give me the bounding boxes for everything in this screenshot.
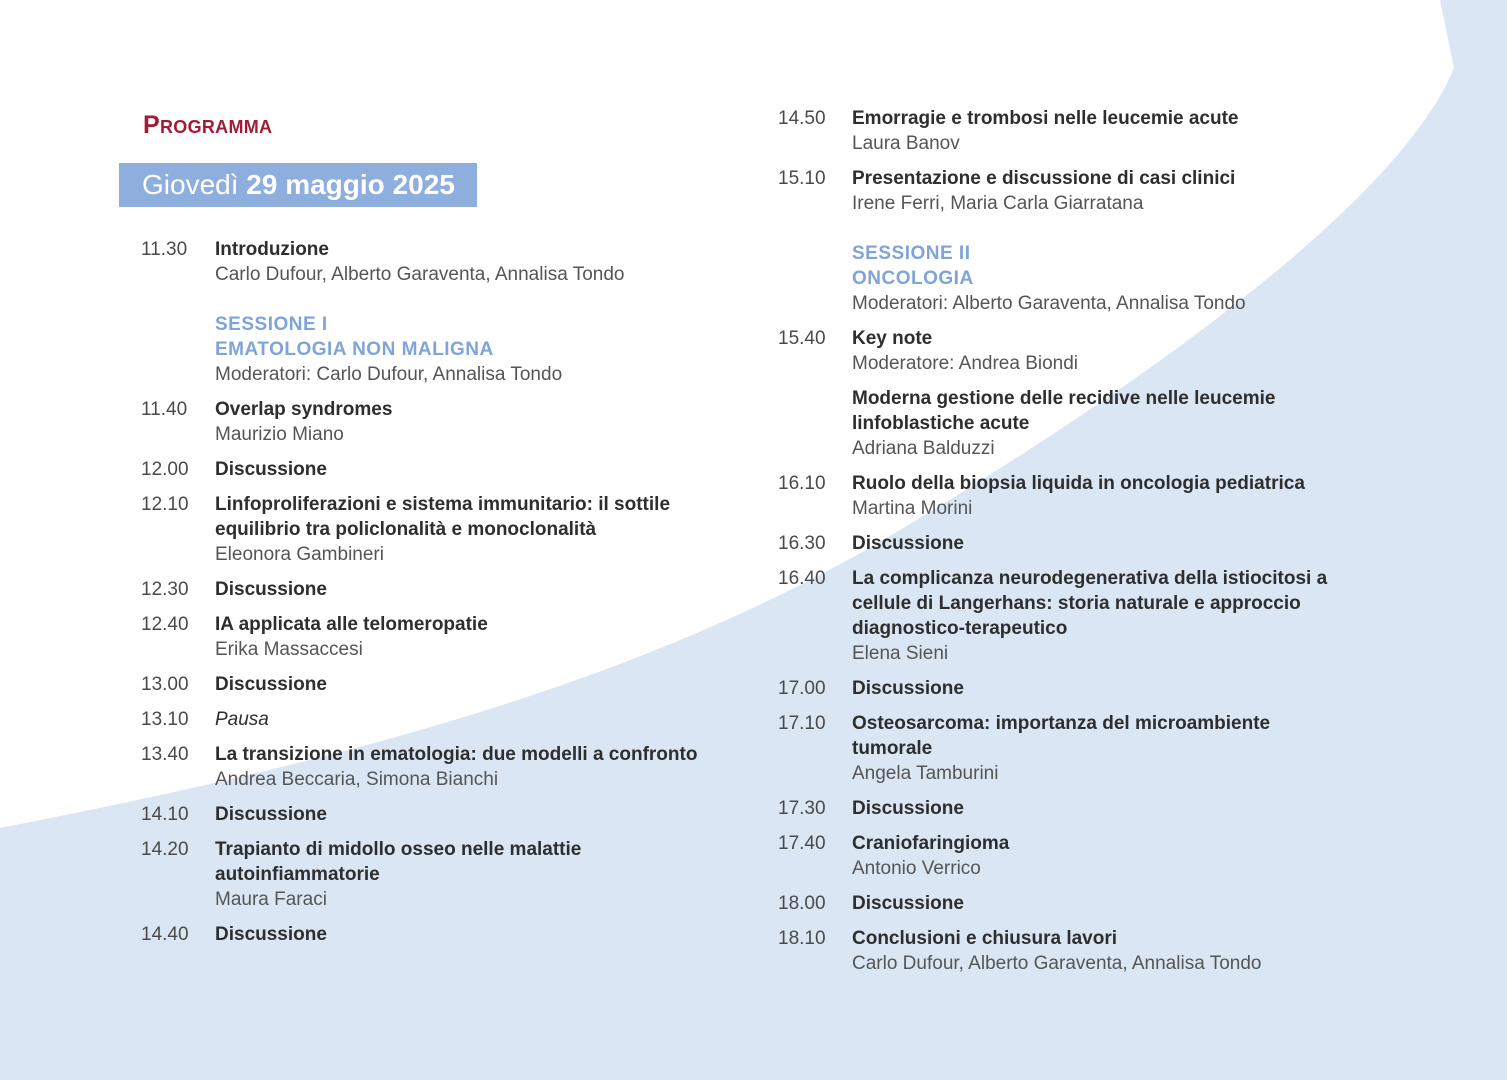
entry-title: La complicanza neurodegenerativa della istiocitosi a cellule di Langerhans: storia naturale e approccio diagnostico-terapeutico [852, 568, 1328, 639]
program-entry [141, 742, 741, 792]
entry-speaker: Laura Banov [852, 133, 960, 154]
program-entry [778, 676, 1388, 701]
entry-speaker: Adriana Balduzzi [852, 438, 995, 459]
entry-speaker: Irene Ferri, Maria Carla Giarratana [852, 193, 1144, 214]
date-weekday: Giovedì [142, 169, 239, 200]
entry-time: 15.40 [778, 328, 826, 349]
entry-time: 18.10 [778, 928, 826, 949]
page-heading: Programma [143, 111, 273, 139]
entry-title: Discussione [215, 674, 327, 695]
session-header [141, 312, 741, 387]
program-entry [778, 166, 1388, 216]
entry-time: 12.10 [141, 494, 189, 515]
entry-time: 12.00 [141, 459, 189, 480]
entry-title: Trapianto di midollo osseo nelle malattie autoinfiammatorie [215, 839, 582, 885]
program-entry [141, 672, 741, 697]
entry-time: 14.20 [141, 839, 189, 860]
entry-time: 14.50 [778, 108, 826, 129]
program-entry [141, 457, 741, 482]
entry-time: 14.10 [141, 804, 189, 825]
entry-title: Presentazione e discussione di casi clinici [852, 168, 1236, 189]
entry-title: Discussione [215, 459, 327, 480]
entry-speaker: Antonio Verrico [852, 858, 981, 879]
entry-speaker: Angela Tamburini [852, 763, 999, 784]
program-entry [778, 471, 1388, 521]
program-entry [778, 531, 1388, 556]
entry-time: 17.40 [778, 833, 826, 854]
entry-speaker: Moderatore: Andrea Biondi [852, 353, 1079, 374]
entry-time: 16.10 [778, 473, 826, 494]
date-band [119, 163, 477, 207]
entry-speaker: Carlo Dufour, Alberto Garaventa, Annalisa Tondo [215, 264, 625, 285]
program-entry [141, 837, 741, 912]
entry-title: Discussione [852, 798, 964, 819]
entry-time: 11.40 [141, 399, 188, 420]
program-entry [778, 831, 1388, 881]
program-entry [778, 891, 1388, 916]
entry-time: 16.30 [778, 533, 826, 554]
program-entry [778, 386, 1388, 461]
entry-time: 17.10 [778, 713, 826, 734]
entry-time: 13.00 [141, 674, 189, 695]
entry-title: Discussione [215, 579, 327, 600]
entry-speaker: Maurizio Miano [215, 424, 344, 445]
entry-title: Overlap syndromes [215, 399, 393, 420]
program-entry [141, 707, 741, 732]
program-entry [141, 492, 741, 567]
entry-time: 17.00 [778, 678, 826, 699]
entry-speaker: Eleonora Gambineri [215, 544, 384, 565]
date-day: 29 maggio 2025 [246, 169, 455, 200]
entry-title: La transizione in ematologia: due modelli a confronto [215, 744, 698, 765]
session-moderators: Moderatori: Carlo Dufour, Annalisa Tondo [215, 364, 563, 385]
entry-title: Conclusioni e chiusura lavori [852, 928, 1118, 949]
entry-time: 15.10 [778, 168, 826, 189]
program-entry [778, 566, 1388, 666]
entry-speaker: Erika Massaccesi [215, 639, 363, 660]
program-entry [141, 922, 741, 947]
entry-speaker: Elena Sieni [852, 643, 949, 664]
entry-title: Discussione [852, 533, 964, 554]
entry-title: Emorragie e trombosi nelle leucemie acute [852, 108, 1239, 129]
entry-time: 12.30 [141, 579, 189, 600]
session-moderators: Moderatori: Alberto Garaventa, Annalisa Tondo [852, 293, 1246, 314]
entry-title: Discussione [852, 893, 964, 914]
entry-time: 12.40 [141, 614, 189, 635]
entry-title: Ruolo della biopsia liquida in oncologia pediatrica [852, 473, 1305, 494]
entry-speaker: Martina Morini [852, 498, 973, 519]
session-number: SESSIONE II [852, 243, 971, 264]
session-header [778, 241, 1388, 316]
entry-speaker: Andrea Beccaria, Simona Bianchi [215, 769, 499, 790]
program-entry [141, 802, 741, 827]
program-entry [141, 612, 741, 662]
session-number: SESSIONE I [215, 314, 328, 335]
entry-speaker: Maura Faraci [215, 889, 327, 910]
program-entry [778, 106, 1388, 156]
entry-title: Linfoproliferazioni e sistema immunitario: il sottile equilibrio tra policlonalità e monoclonalità [215, 494, 671, 540]
entry-title: Osteosarcoma: importanza del microambiente tumorale [852, 713, 1271, 759]
entry-time: 13.40 [141, 744, 189, 765]
entry-time: 16.40 [778, 568, 826, 589]
entry-time: 13.10 [141, 709, 189, 730]
program-entry [778, 711, 1388, 786]
entry-speaker: Carlo Dufour, Alberto Garaventa, Annalisa Tondo [852, 953, 1262, 974]
entry-title: Craniofaringioma [852, 833, 1010, 854]
program-entry [141, 237, 741, 287]
entry-title: Moderna gestione delle recidive nelle leucemie linfoblastiche acute [852, 388, 1276, 434]
entry-title: IA applicata alle telomeropatie [215, 614, 488, 635]
program-entry [141, 577, 741, 602]
entry-title: Discussione [852, 678, 964, 699]
entry-title: Discussione [215, 924, 327, 945]
session-title: EMATOLOGIA NON MALIGNA [215, 339, 494, 360]
entry-title: Introduzione [215, 239, 329, 260]
entry-time: 17.30 [778, 798, 826, 819]
session-title: ONCOLOGIA [852, 268, 974, 289]
entry-time: 14.40 [141, 924, 189, 945]
program-entry [141, 397, 741, 447]
program-column-left [141, 237, 741, 947]
program-entry [778, 326, 1388, 376]
entry-title: Discussione [215, 804, 327, 825]
program-entry [778, 796, 1388, 821]
entry-time: 11.30 [141, 239, 188, 260]
entry-title: Pausa [215, 709, 269, 730]
entry-title: Key note [852, 328, 933, 349]
program-entry [778, 926, 1388, 976]
program-column-right [778, 106, 1388, 976]
entry-time: 18.00 [778, 893, 826, 914]
